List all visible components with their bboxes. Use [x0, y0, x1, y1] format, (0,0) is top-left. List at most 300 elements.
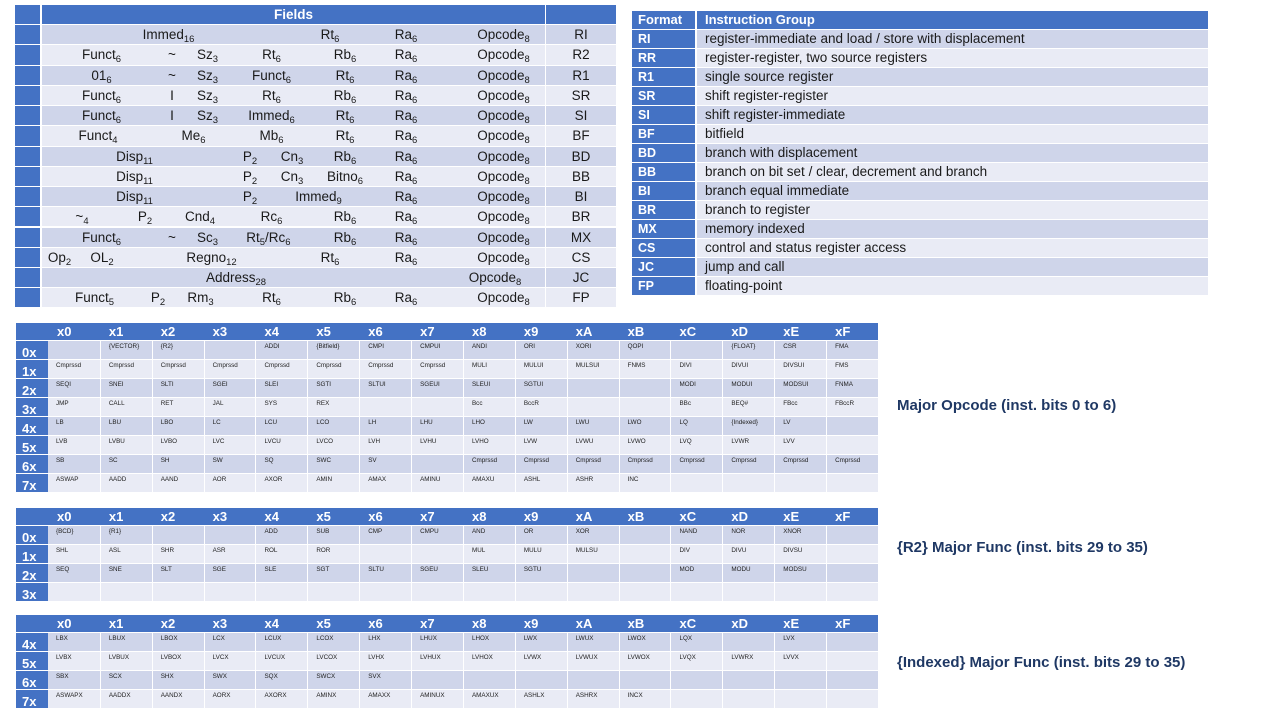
field-width: 6: [115, 54, 121, 66]
field-width: 3: [298, 175, 304, 187]
map-row: [16, 671, 878, 689]
column-header: x3: [204, 323, 256, 340]
field-width: 8: [524, 236, 530, 248]
field-cell: [78, 248, 126, 267]
opcode-cell: Cmprssd: [411, 360, 463, 378]
instruction-group-column-header: Instruction Group: [697, 11, 1208, 29]
opcode-cell: SWC: [307, 455, 359, 473]
column-header: x7: [411, 323, 463, 340]
field-cell: [273, 167, 311, 186]
field-width: 11: [143, 155, 153, 167]
field-cell: [265, 228, 310, 247]
field-name: Rb: [333, 209, 351, 225]
field-width: 8: [524, 54, 530, 66]
map-row: [16, 360, 878, 378]
field-cell: [365, 86, 447, 105]
opcode-cell: SGTUI: [515, 379, 567, 397]
opcode-cell: [411, 455, 463, 473]
column-header: xB: [619, 323, 671, 340]
field-name: ~: [168, 229, 176, 245]
fields-title: Fields: [42, 5, 545, 24]
field-name: Opcode: [477, 47, 525, 63]
field-cell: [273, 147, 311, 166]
column-header: x0: [48, 323, 100, 340]
field-name: Op: [47, 249, 66, 265]
field-name: Sc: [196, 229, 213, 245]
opcode-cell: Cmprssd: [515, 455, 567, 473]
field-cell: [183, 106, 232, 125]
column-header: x9: [515, 508, 567, 525]
map-corner: [16, 615, 48, 632]
opcode-cell: INC: [619, 474, 671, 492]
opcode-cell: ROL: [255, 545, 307, 563]
format-row: [632, 163, 1208, 181]
opcode-cell: SEQI: [48, 379, 100, 397]
opcode-cell: ASHR: [567, 474, 619, 492]
field-name: Cnd: [184, 209, 210, 225]
fields-row: [15, 147, 616, 166]
field-name: Sz: [196, 47, 213, 63]
format-code: BF: [632, 125, 695, 143]
field-name: Rt: [335, 128, 350, 144]
opcode-cell: MOD: [670, 564, 722, 582]
row-header: 2x: [16, 379, 48, 397]
field-width: 16: [183, 34, 195, 46]
format-row: [632, 182, 1208, 200]
row-header: 7x: [16, 690, 48, 708]
opcode-cell: LVV: [774, 436, 826, 454]
field-cell: [169, 288, 232, 307]
field-cell: [42, 288, 147, 307]
field-name: Funct: [81, 87, 116, 103]
opcode-cell: Cmprssd: [619, 455, 671, 473]
map-header-row: [16, 508, 878, 525]
opcode-cell: [774, 671, 826, 689]
field-name: Rt: [335, 108, 350, 124]
fields-table: [15, 5, 616, 309]
opcode-cell: LVCUX: [255, 652, 307, 670]
opcode-cell: AAND: [152, 474, 204, 492]
field-name: /Rc: [265, 229, 286, 245]
opcode-cell: LVHX: [359, 652, 411, 670]
instruction-group: jump and call: [697, 258, 1208, 276]
field-name: Funct: [78, 128, 113, 144]
field-name: I: [170, 108, 174, 124]
map-row: [16, 474, 878, 492]
field-width: 6: [275, 54, 281, 66]
opcode-cell: ADD: [255, 526, 307, 544]
map-corner: [16, 323, 48, 340]
field-cell: [448, 187, 559, 206]
opcode-cell: LVWX: [515, 652, 567, 670]
opcode-cell: SHX: [152, 671, 204, 689]
fields-row: [15, 207, 616, 226]
format-row: [632, 201, 1208, 219]
opcode-cell: DIVI: [670, 360, 722, 378]
field-width: 6: [351, 94, 357, 106]
field-name: Rt: [320, 27, 335, 43]
opcode-cell: SLEU: [463, 564, 515, 582]
field-width: 6: [351, 155, 357, 167]
field-cell: [448, 207, 559, 226]
opcode-cell: XORI: [567, 341, 619, 359]
opcode-cell: [826, 671, 878, 689]
field-name: Sz: [196, 108, 213, 124]
field-width: 6: [349, 135, 355, 147]
field-name: Funct: [81, 47, 116, 63]
map-row: [16, 583, 878, 601]
row-stub: [15, 25, 40, 44]
map-header-row: [16, 615, 878, 632]
field-width: 6: [412, 74, 418, 86]
opcode-cell: SGE: [204, 564, 256, 582]
opcode-cell: Cmprssd: [359, 360, 411, 378]
field-name: Immed: [142, 27, 184, 43]
field-cell: [448, 45, 559, 64]
field-width: 6: [351, 216, 357, 228]
opcode-cell: LVX: [774, 633, 826, 651]
opcode-cell: MUL: [463, 545, 515, 563]
opcode-cell: MODSU: [774, 564, 826, 582]
field-cell: [448, 248, 559, 267]
opcode-cell: CMP: [359, 526, 411, 544]
field-width: 6: [275, 94, 281, 106]
field-cell: [233, 45, 310, 64]
map-row: [16, 341, 878, 359]
map-row: [16, 436, 878, 454]
opcode-cell: LW: [515, 417, 567, 435]
opcode-cell: FBcc: [774, 398, 826, 416]
opcode-cell: AMIN: [307, 474, 359, 492]
opcode-cell: [826, 436, 878, 454]
indexed-major-func-map: [16, 615, 878, 708]
row-header: 6x: [16, 455, 48, 473]
field-width: 6: [412, 155, 418, 167]
opcode-cell: MODSUI: [774, 379, 826, 397]
field-name: Opcode: [468, 270, 517, 286]
format-code: SR: [632, 87, 695, 105]
opcode-cell: [204, 341, 256, 359]
opcode-cell: SQ: [255, 455, 307, 473]
field-cell: [42, 228, 161, 247]
opcode-cell: MULU: [515, 545, 567, 563]
opcode-cell: BccR: [515, 398, 567, 416]
format-code: BR: [632, 201, 695, 219]
opcode-cell: LVWUX: [567, 652, 619, 670]
field-name: Rt: [262, 290, 276, 306]
opcode-cell: LVWOX: [619, 652, 671, 670]
format-code: SR: [546, 86, 616, 105]
format-row: [632, 220, 1208, 238]
field-cell: [42, 268, 430, 287]
major-opcode-caption: Major Opcode (inst. bits 0 to 6): [897, 397, 1117, 414]
opcode-cell: SQX: [255, 671, 307, 689]
opcode-cell: [774, 583, 826, 601]
format-code: CS: [546, 248, 616, 267]
field-cell: [183, 45, 232, 64]
instruction-group: branch to register: [697, 201, 1208, 219]
opcode-cell: LCU: [255, 417, 307, 435]
field-name: Opcode: [477, 128, 525, 144]
opcode-cell: LH: [359, 417, 411, 435]
opcode-cell: LVBUX: [100, 652, 152, 670]
opcode-cell: LHU: [411, 417, 463, 435]
column-header: x8: [463, 508, 515, 525]
field-name: Rb: [333, 148, 351, 164]
format-code: RR: [632, 49, 695, 67]
format-code: RI: [632, 30, 695, 48]
field-cell: [233, 66, 310, 85]
field-name: ~: [168, 47, 176, 63]
row-stub: [15, 207, 40, 226]
format-code: R2: [546, 45, 616, 64]
field-width: 6: [412, 236, 418, 248]
opcode-cell: Cmprssd: [255, 360, 307, 378]
instruction-group: shift register-register: [697, 87, 1208, 105]
field-width: 3: [212, 94, 218, 106]
opcode-cell: Cmprssd: [100, 360, 152, 378]
field-cell: [365, 167, 447, 186]
column-header: xC: [670, 323, 722, 340]
field-name: Disp: [116, 168, 144, 184]
opcode-cell: [619, 398, 671, 416]
opcode-cell: SGEU: [411, 564, 463, 582]
fields-row: [15, 187, 616, 206]
field-name: Rt: [320, 249, 335, 265]
opcode-cell: Cmprssd: [826, 455, 878, 473]
opcode-cell: SUB: [307, 526, 359, 544]
field-cell: [162, 86, 182, 105]
fields-row: [15, 106, 616, 125]
instruction-group: branch on bit set / clear, decrement and branch: [697, 163, 1208, 181]
opcode-cell: MULSU: [567, 545, 619, 563]
format-code: FP: [546, 288, 616, 307]
format-table-header: [632, 11, 1208, 29]
field-cell: [365, 228, 447, 247]
field-width: 5: [259, 236, 265, 248]
field-name: Ra: [394, 168, 412, 184]
format-row: [632, 125, 1208, 143]
field-width: 6: [351, 297, 357, 309]
r2-major-func-caption: {R2} Major Func (inst. bits 29 to 35): [897, 539, 1148, 556]
field-cell: [448, 228, 559, 247]
column-header: x6: [359, 323, 411, 340]
field-cell: [42, 248, 77, 267]
map-header-row: [16, 323, 878, 340]
column-header: x4: [255, 508, 307, 525]
instruction-group: single source register: [697, 68, 1208, 86]
field-width: 6: [351, 236, 357, 248]
opcode-cell: LVWR: [722, 436, 774, 454]
fields-row: [15, 86, 616, 105]
column-header: xB: [619, 615, 671, 632]
field-width: 6: [277, 216, 283, 228]
opcode-cell: SEQ: [48, 564, 100, 582]
opcode-cell: LVBU: [100, 436, 152, 454]
field-width: 6: [412, 297, 418, 309]
opcode-cell: [152, 583, 204, 601]
map-row: [16, 633, 878, 651]
field-width: 3: [212, 236, 218, 248]
row-stub: [15, 45, 40, 64]
opcode-cell: [463, 671, 515, 689]
row-header: 3x: [16, 398, 48, 416]
column-header: x9: [515, 615, 567, 632]
field-width: 8: [524, 216, 530, 228]
opcode-cell: XNOR: [774, 526, 826, 544]
instruction-group: register-immediate and load / store with displacement: [697, 30, 1208, 48]
opcode-cell: [670, 671, 722, 689]
opcode-cell: [826, 417, 878, 435]
field-name: Rt: [262, 87, 276, 103]
column-header: xA: [567, 323, 619, 340]
field-name: Opcode: [477, 168, 525, 184]
opcode-cell: {R1}: [100, 526, 152, 544]
field-cell: [296, 25, 364, 44]
row-header: 2x: [16, 564, 48, 582]
opcode-cell: Cmprssd: [774, 455, 826, 473]
field-cell: [448, 288, 559, 307]
format-code: CS: [632, 239, 695, 257]
opcode-cell: ASL: [100, 545, 152, 563]
row-stub: [15, 147, 40, 166]
field-cell: [233, 207, 310, 226]
format-code: BB: [546, 167, 616, 186]
field-width: 28: [255, 277, 267, 289]
fields-row: [15, 167, 616, 186]
format-code: BI: [546, 187, 616, 206]
opcode-cell: AND: [463, 526, 515, 544]
opcode-cell: LVW: [515, 436, 567, 454]
field-cell: [42, 66, 161, 85]
opcode-cell: [619, 583, 671, 601]
opcode-cell: [826, 526, 878, 544]
instruction-group: control and status register access: [697, 239, 1208, 257]
opcode-cell: SLTU: [359, 564, 411, 582]
opcode-cell: [619, 564, 671, 582]
opcode-cell: SNEI: [100, 379, 152, 397]
opcode-cell: [826, 652, 878, 670]
opcode-cell: MULSUI: [567, 360, 619, 378]
field-name: Opcode: [477, 67, 525, 83]
opcode-cell: [515, 671, 567, 689]
field-cell: [431, 268, 559, 287]
field-width: 6: [285, 236, 291, 248]
field-cell: [42, 167, 227, 186]
opcode-cell: LVHU: [411, 436, 463, 454]
opcode-cell: MODI: [670, 379, 722, 397]
opcode-cell: CMPU: [411, 526, 463, 544]
opcode-cell: [826, 474, 878, 492]
instruction-group: floating-point: [697, 277, 1208, 295]
column-header: x3: [204, 508, 256, 525]
field-width: 6: [278, 135, 284, 147]
format-code: BB: [632, 163, 695, 181]
field-width: 8: [524, 155, 530, 167]
field-width: 2: [251, 175, 258, 187]
opcode-cell: SHL: [48, 545, 100, 563]
field-width: 2: [159, 297, 166, 309]
field-name: Rt: [246, 229, 260, 245]
field-name: Ra: [394, 249, 412, 265]
format-code: JC: [546, 268, 616, 287]
field-cell: [42, 86, 161, 105]
format-row: [632, 277, 1208, 295]
opcode-cell: SB: [48, 455, 100, 473]
map-row: [16, 690, 878, 708]
field-width: 6: [357, 175, 364, 187]
opcode-cell: LQ: [670, 417, 722, 435]
opcode-cell: AMINU: [411, 474, 463, 492]
opcode-cell: MODU: [722, 564, 774, 582]
opcode-cell: LVBX: [48, 652, 100, 670]
opcode-cell: [722, 671, 774, 689]
opcode-cell: LBU: [100, 417, 152, 435]
field-name: Opcode: [477, 249, 525, 265]
field-name: Rb: [333, 87, 351, 103]
opcode-cell: MULUI: [515, 360, 567, 378]
row-header: 1x: [16, 360, 48, 378]
field-name: OL: [90, 249, 109, 265]
field-cell: [365, 207, 447, 226]
opcode-cell: [722, 690, 774, 708]
field-name: Rt: [262, 47, 276, 63]
field-name: Opcode: [477, 189, 525, 205]
opcode-cell: ASWAP: [48, 474, 100, 492]
opcode-cell: SHR: [152, 545, 204, 563]
field-width: 6: [349, 74, 355, 86]
column-header: x6: [359, 508, 411, 525]
field-width: 6: [200, 135, 206, 147]
opcode-cell: LVCU: [255, 436, 307, 454]
row-stub: [15, 66, 40, 85]
opcode-cell: {VECTOR}: [100, 341, 152, 359]
field-cell: [448, 66, 559, 85]
opcode-cell: LC: [204, 417, 256, 435]
opcode-cell: SLTUI: [359, 379, 411, 397]
opcode-cell: AMAX: [359, 474, 411, 492]
opcode-cell: [255, 583, 307, 601]
opcode-cell: SV: [359, 455, 411, 473]
column-header: x5: [307, 508, 359, 525]
opcode-cell: ROR: [307, 545, 359, 563]
column-header: xE: [774, 508, 826, 525]
opcode-cell: BEQ#: [722, 398, 774, 416]
row-header: 0x: [16, 341, 48, 359]
opcode-cell: NAND: [670, 526, 722, 544]
opcode-cell: LWOX: [619, 633, 671, 651]
field-width: 8: [524, 115, 530, 127]
field-width: 6: [334, 34, 340, 46]
opcode-cell: REX: [307, 398, 359, 416]
opcode-cell: AOR: [204, 474, 256, 492]
opcode-cell: LVVX: [774, 652, 826, 670]
column-header: x0: [48, 615, 100, 632]
field-width: 3: [212, 54, 218, 66]
column-header: x5: [307, 615, 359, 632]
field-width: 12: [226, 256, 237, 268]
column-header: x0: [48, 508, 100, 525]
opcode-cell: LHUX: [411, 633, 463, 651]
column-header: x6: [359, 615, 411, 632]
opcode-cell: [359, 545, 411, 563]
opcode-cell: [411, 545, 463, 563]
opcode-cell: LHOX: [463, 633, 515, 651]
column-header: xD: [722, 323, 774, 340]
field-cell: [365, 147, 447, 166]
map-row: [16, 545, 878, 563]
opcode-cell: CMPI: [359, 341, 411, 359]
